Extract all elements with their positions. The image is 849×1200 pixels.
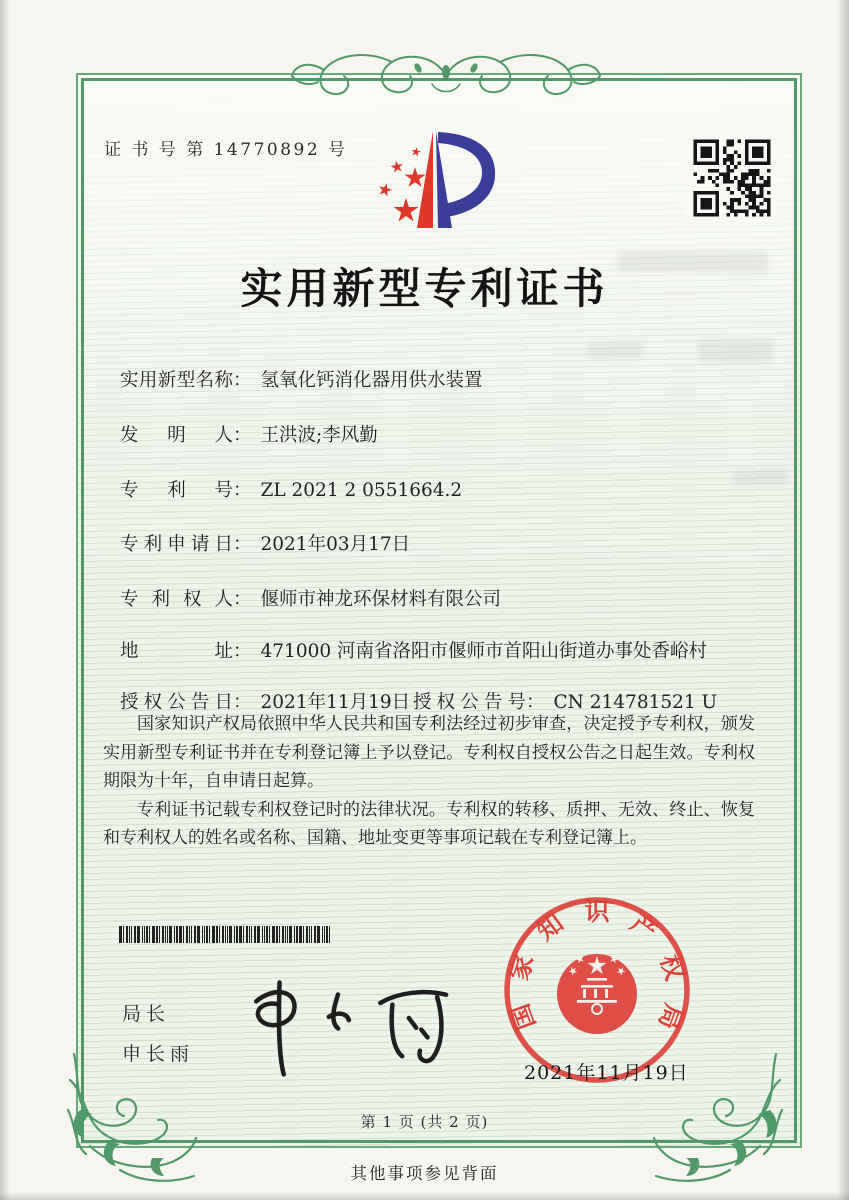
field-colon: ： (233, 692, 252, 713)
field-colon: ： (233, 534, 252, 555)
officer-name: 申长雨 (122, 1043, 195, 1065)
legal-text-block (103, 710, 755, 853)
officer-role: 局长 (122, 1003, 171, 1025)
show-through-smudge (698, 340, 773, 362)
field-label: 地址 (120, 641, 233, 662)
field-value: 2021年11月19日 (260, 692, 411, 713)
field-colon: ： (233, 425, 252, 446)
paper-edge (0, 0, 10, 1200)
field-value: 2021年03月17日 (260, 534, 411, 555)
field-label: 授权公告号 (413, 692, 526, 713)
field-colon: ： (233, 589, 252, 610)
corner-flourish-ornament (60, 1050, 210, 1190)
legal-paragraph: 国家知识产权局依照中华人民共和国专利法经过初步审查，决定授予专利权，颁发实用新型专利证书并在专利登记簿上予以登记。专利权自授权公告之日起生效。专利权期限为十年，自申请日起算。 (103, 714, 755, 791)
national-emblem-icon (557, 954, 637, 1034)
field-label: 专利权人 (120, 589, 233, 610)
field-row-filing-date (120, 530, 768, 556)
field-value: 王洪波;李风勤 (260, 425, 378, 446)
field-value: 氢氧化钙消化器用供水装置 (260, 370, 483, 391)
certificate-title: 实用新型专利证书 (240, 264, 609, 313)
top-flourish-ornament (286, 44, 606, 106)
paper-edge (837, 0, 849, 1200)
field-colon: ： (233, 480, 252, 501)
field-value: 471000 河南省洛阳市偃师市首阳山街道办事处香峪村 (260, 641, 708, 662)
legal-paragraph: 专利证书记载专利权登记时的法律状况。专利权的转移、质押、无效、终止、恢复和专利权人的姓名或名称、国籍、地址变更等事项记载在专利登记簿上。 (103, 799, 755, 848)
certificate-number: 证 书 号 第 14770892 号 (104, 140, 348, 160)
field-label: 发明人 (120, 425, 233, 446)
field-row-patent-number (120, 476, 768, 502)
show-through-smudge (588, 342, 643, 358)
paper-edge (0, 1192, 849, 1200)
page-number: 第 1 页 (共 2 页) (360, 1113, 489, 1131)
field-value: ZL 2021 2 0551664.2 (260, 480, 463, 501)
field-row-name (120, 366, 768, 392)
seal-ring-text: 国家知识产权局 (504, 897, 690, 1034)
qr-code (686, 132, 778, 224)
field-value: CN 214781521 U (553, 692, 718, 713)
field-label: 实用新型名称 (120, 370, 233, 391)
cnipa-logo-icon (360, 124, 520, 236)
seal-date: 2021年11月19日 (524, 1062, 689, 1084)
field-label: 授权公告日 (120, 692, 233, 713)
field-label: 专利申请日 (120, 534, 233, 555)
field-colon: ： (526, 692, 545, 713)
field-value: 偃师市神龙环保材料有限公司 (260, 589, 502, 610)
barcode (119, 926, 334, 943)
field-colon: ： (233, 370, 252, 391)
field-row-inventor (120, 421, 768, 447)
field-row-patentee (120, 585, 768, 611)
field-label: 专利号 (120, 480, 233, 501)
back-side-note: 其他事项参见背面 (350, 1164, 499, 1183)
field-colon: ： (233, 641, 252, 662)
signature-handwriting (233, 964, 472, 1082)
field-row-address (120, 637, 768, 663)
